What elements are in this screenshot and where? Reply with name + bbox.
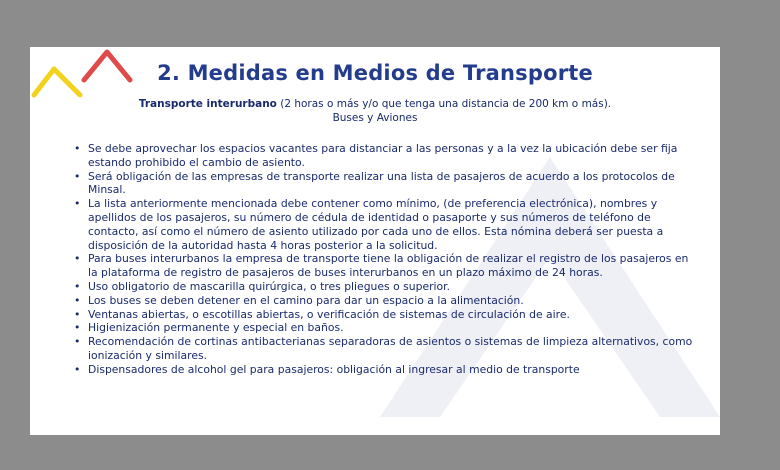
list-item: • Será obligación de las empresas de transporte realizar una lista de pasajeros de acuerdo a los protocolos de Minsal. xyxy=(74,170,698,198)
subtitle-line-1 xyxy=(30,97,720,111)
list-item: • Se debe aprovechar los espacios vacantes para distanciar a las personas y a la vez la ubicación debe ser fija estando prohibido el cambio de asiento. xyxy=(74,142,698,170)
slide xyxy=(30,47,720,435)
slide-subtitle xyxy=(30,97,720,125)
bullet-list xyxy=(74,142,698,377)
list-item: • Recomendación de cortinas antibacterianas separadoras de asientos o sistemas de limpieza alternativos, como ionización y similares. xyxy=(74,335,698,363)
list-item: • Uso obligatorio de mascarilla quirúrgica, o tres pliegues o superior. xyxy=(74,280,698,294)
subtitle-rest: (2 horas o más y/o que tenga una distancia de 200 km o más). xyxy=(276,98,612,110)
list-item: • Los buses se deben detener en el camino para dar un espacio a la alimentación. xyxy=(74,294,698,308)
list-item: • Dispensadores de alcohol gel para pasajeros: obligación al ingresar al medio de transporte xyxy=(74,363,698,377)
list-item: • Higienización permanente y especial en baños. xyxy=(74,321,698,335)
list-item: • Ventanas abiertas, o escotillas abiertas, o verificación de sistemas de circulación de aire. xyxy=(74,308,698,322)
subtitle-line-2: Buses y Aviones xyxy=(332,112,418,124)
list-item: • Para buses interurbanos la empresa de transporte tiene la obligación de realizar el registro de los pasajeros en la plataforma de registro de pasajeros de buses interurbanos en un plazo máximo de 24 horas. xyxy=(74,252,698,280)
subtitle-bold: Transporte interurbano xyxy=(138,98,277,110)
slide-title: 2. Medidas en Medios de Transporte xyxy=(157,61,593,85)
list-item: • La lista anteriormente mencionada debe contener como mínimo, (de preferencia electrónica), nombres y apellidos de los pasajeros, su número de cédula de identidad o pasaporte y sus números de teléfono de contacto, así como el número de asiento utilizado por cada uno de ellos. Esta nómina deberá ser puesta a disposición de la autoridad hasta 4 horas posterior a la solicitud. xyxy=(74,197,698,252)
